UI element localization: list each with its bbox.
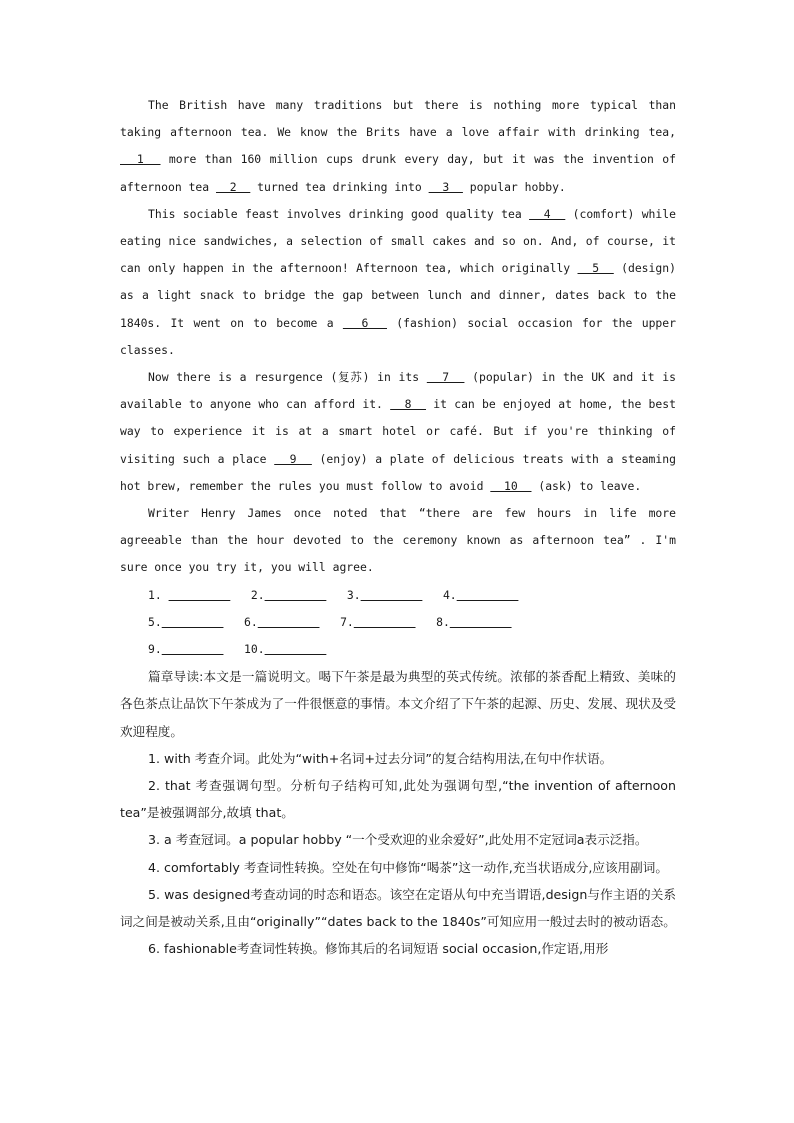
blank-5[interactable]: 5 bbox=[577, 261, 614, 276]
answer-blank[interactable] bbox=[162, 615, 224, 629]
answer-blank[interactable] bbox=[162, 642, 224, 656]
solution-answer: comfortably bbox=[164, 859, 240, 875]
solution-3: 3. a 考查冠词。a popular hobby “一个受欢迎的业余爱好”,此处用不定冠词a表示泛指。 bbox=[148, 832, 648, 848]
guide-label: 篇章导读: bbox=[148, 669, 204, 685]
document-page bbox=[120, 92, 676, 962]
solution-2: 2. that 考查强调句型。分析句子结构可知,此处为强调句型,“the invention of afternoon tea”是被强调部分,故填 that。 bbox=[120, 778, 676, 821]
passage-paragraph-2: This sociable feast involves drinking good quality tea 4 (comfort) while eating nice sandwiches, a selection of small cakes and so on. And, of course, it can only happen in the afternoon! Afternoon tea, which originally 5 (design) as a light snack to bridge the gap between lunch and dinner, dates back to the 1840s. It went on to become a 6 (fashion) social occasion for the upper classes. bbox=[120, 206, 676, 357]
answer-blank[interactable] bbox=[169, 588, 231, 602]
blank-8[interactable]: 8 bbox=[390, 397, 427, 412]
solution-answer: with bbox=[164, 750, 191, 766]
answer-blank[interactable] bbox=[354, 615, 416, 629]
solution-answer: fashionable bbox=[164, 941, 237, 957]
answer-blank[interactable] bbox=[450, 615, 512, 629]
blank-7[interactable]: 7 bbox=[426, 370, 465, 385]
blank-4[interactable]: 4 bbox=[529, 206, 566, 221]
reading-guide bbox=[120, 663, 676, 745]
guide-text: 本文是一篇说明文。喝下午茶是最为典型的英式传统。浓郁的茶香配上精致、美味的各色茶点让品饮下午茶成为了一件很惬意的事情。本文介绍了下午茶的起源、历史、发展、现状及受欢迎程度。 bbox=[120, 669, 676, 739]
blank-10[interactable]: 10 bbox=[490, 478, 532, 493]
solution-5: 5. was designed考查动词的时态和语态。该空在定语从句中充当谓语,design与作主语的关系词之间是被动关系,且由“originally”“dates back to the 1840s”可知应用一般过去时的被动语态。 bbox=[120, 886, 676, 930]
answer-blank[interactable] bbox=[457, 588, 519, 602]
answer-blank[interactable] bbox=[258, 615, 320, 629]
blank-1[interactable]: 1 bbox=[120, 152, 161, 167]
answer-row: 1. 2. 3. 4. bbox=[148, 582, 676, 609]
answer-row: 5. 6. 7. 8. bbox=[148, 609, 676, 636]
passage-paragraph-3: Now there is a resurgence (复苏) in its 7 (popular) in the UK and it is available to anyone who can afford it. 8 it can be enjoyed at home, the best way to experience it is at a smart hotel or café. But if you're thinking of visiting such a place 9 (enjoy) a plate of delicious treats with a steaming hot brew, remember the rules you must follow to avoid 10 (ask) to leave. bbox=[120, 370, 676, 493]
passage-paragraph-4: Writer Henry James once noted that “there are few hours in life more agreeable than the hour devoted to the ceremony known as afternoon tea” . I'm sure once you try it, you will agree. bbox=[120, 506, 676, 575]
solution-6: 6. fashionable考查词性转换。修饰其后的名词短语 social occasion,作定语,用形 bbox=[148, 941, 609, 957]
solution-1: 1. with 考查介词。此处为“with+名词+过去分词”的复合结构用法,在句中作状语。 bbox=[148, 750, 613, 766]
solution-answer: a bbox=[164, 832, 172, 848]
blank-6[interactable]: 6 bbox=[342, 315, 387, 330]
answer-row: 9. 10. bbox=[148, 636, 676, 663]
answer-blank[interactable] bbox=[361, 588, 423, 602]
blank-3[interactable]: 3 bbox=[428, 179, 463, 194]
answer-lines bbox=[120, 582, 676, 664]
solution-answer: was designed bbox=[164, 886, 251, 902]
solution-answer: that bbox=[164, 778, 191, 794]
answer-blank[interactable] bbox=[265, 588, 327, 602]
solution-4: 4. comfortably 考查词性转换。空处在句中修饰“喝茶”这一动作,充当状语成分,应该用副词。 bbox=[148, 859, 668, 875]
blank-9[interactable]: 9 bbox=[274, 451, 312, 466]
answer-blank[interactable] bbox=[265, 642, 327, 656]
passage-paragraph-1: The British have many traditions but there is nothing more typical than taking afternoon tea. We know the Brits have a love affair with drinking tea, 1 more than 160 million cups drunk every day, but it was the invention of afternoon tea 2 turned tea drinking into 3 popular hobby. bbox=[120, 98, 676, 194]
blank-2[interactable]: 2 bbox=[216, 179, 251, 194]
